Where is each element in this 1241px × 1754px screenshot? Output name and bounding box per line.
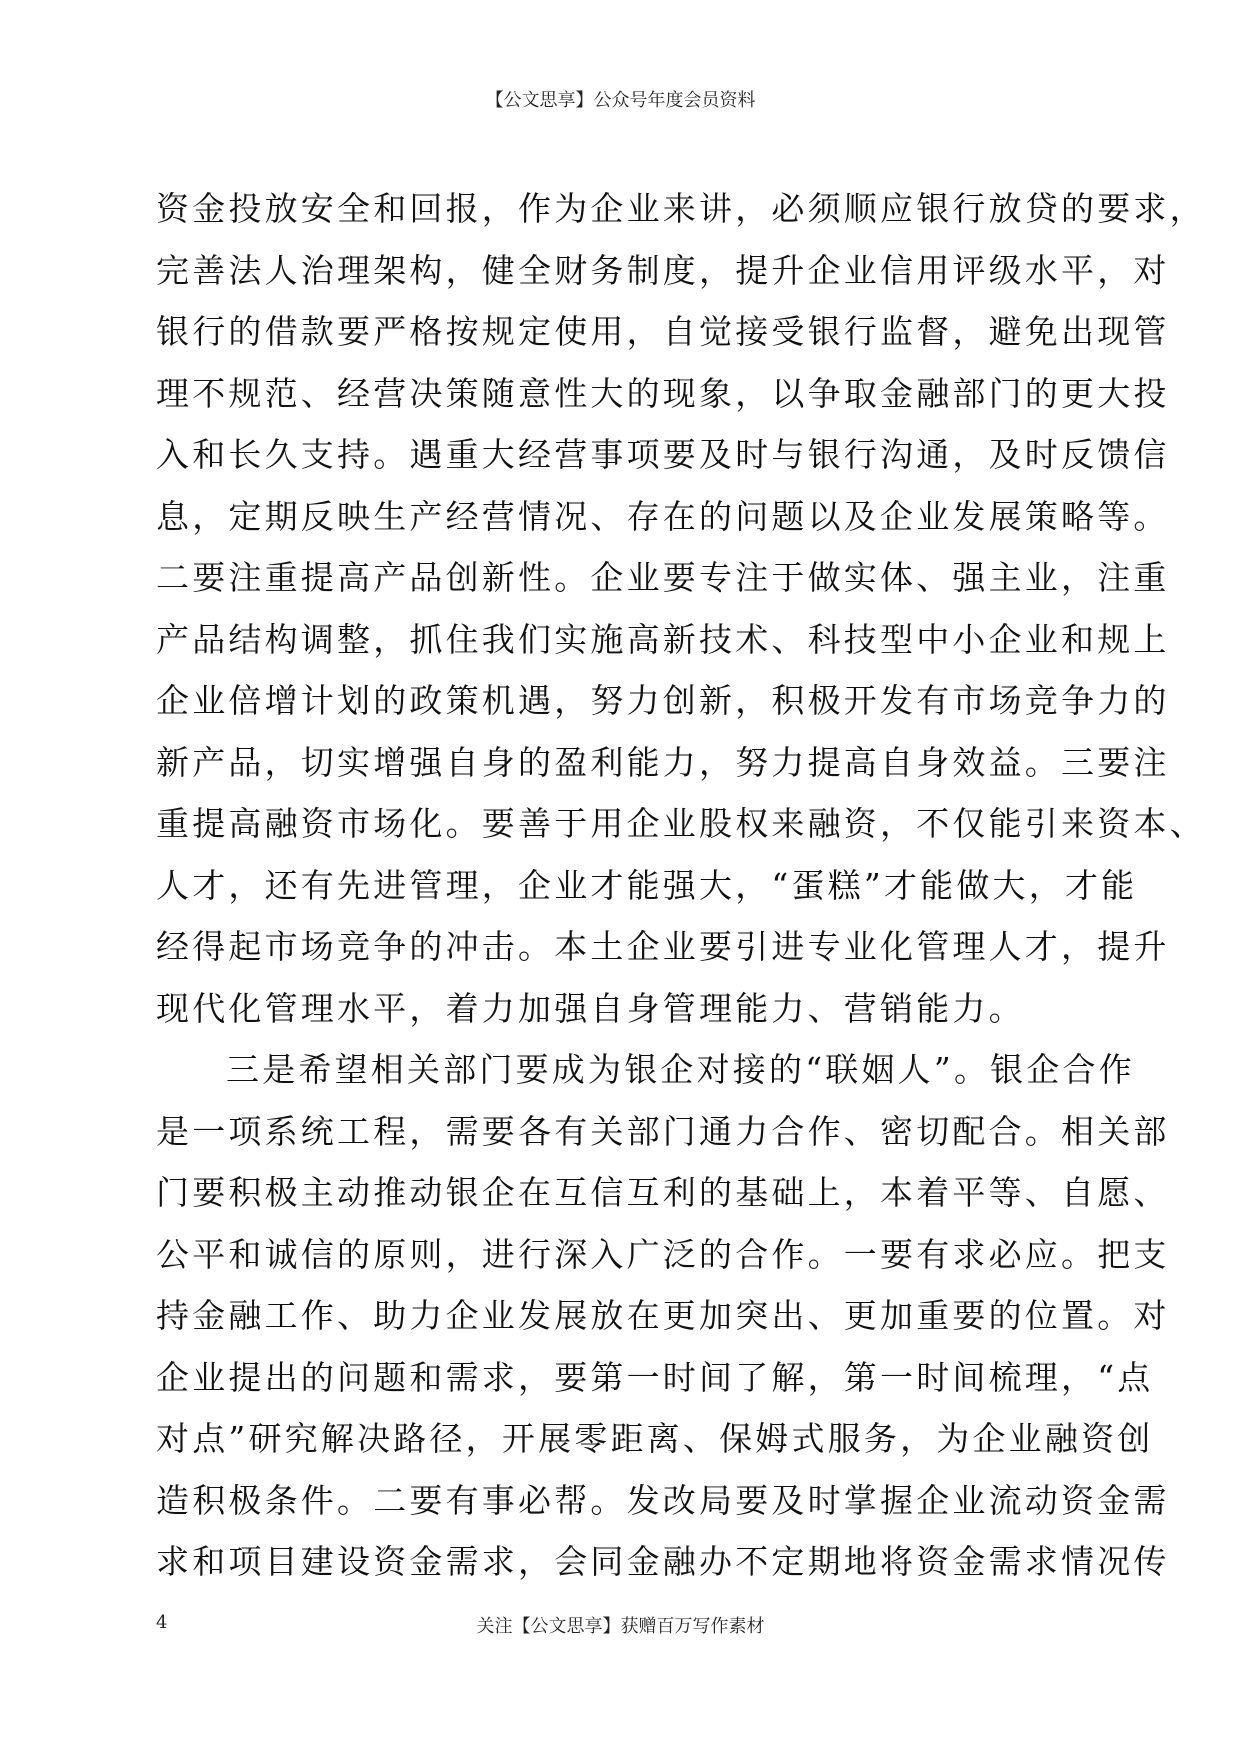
text-line: 门要积极主动推动银企在互信互利的基础上，本着平等、自愿、	[156, 1173, 1170, 1212]
text-line: 造积极条件。二要有事必帮。发改局要及时掌握企业流动资金需	[156, 1480, 1170, 1520]
text-line: 企业提出的问题和需求，要第一时间了解，第一时间梳理，“点	[156, 1357, 1154, 1397]
text-line: 人才，还有先进管理，企业才能强大，“蛋糕”才能做大，才能	[156, 865, 1138, 905]
text-line: 银行的借款要严格按规定使用，自觉接受银行监督，避免出现管	[156, 312, 1170, 351]
text-line: 公平和诚信的原则，进行深入广泛的合作。一要有求必应。把支	[156, 1234, 1170, 1274]
text-line: 资金投放安全和回报，作为企业来讲，必须顺应银行放贷的要求，	[156, 189, 1206, 228]
text-line: 持金融工作、助力企业发展放在更加突出、更加重要的位置。对	[156, 1296, 1170, 1335]
text-line: 是一项系统工程，需要各有关部门通力合作、密切配合。相关部	[156, 1111, 1170, 1151]
text-line: 二要注重提高产品创新性。企业要专注于做实体、强主业，注重	[156, 558, 1170, 597]
text-line: 求和项目建设资金需求，会同金融办不定期地将资金需求情况传	[156, 1542, 1170, 1581]
text-line: 现代化管理水平，着力加强自身管理能力、营销能力。	[156, 988, 1025, 1028]
paragraph-first-line: 三是希望相关部门要成为银企对接的“联姻人”。银企合作	[226, 1050, 1135, 1089]
text-line: 完善法人治理架构，健全财务制度，提升企业信用评级水平，对	[156, 250, 1170, 290]
page-footer: 关注【公文思享】获赠百万写作素材	[476, 1616, 765, 1637]
text-line: 理不规范、经营决策随意性大的现象，以争取金融部门的更大投	[156, 373, 1170, 413]
text-line: 经得起市场竞争的冲击。本土企业要引进专业化管理人才，提升	[156, 927, 1170, 966]
text-line: 息，定期反映生产经营情况、存在的问题以及企业发展策略等。	[156, 496, 1170, 536]
page-header: 【公文思享】公众号年度会员资料	[485, 90, 756, 111]
body-text	[156, 178, 1206, 1593]
text-line: 新产品，切实增强自身的盈利能力，努力提高自身效益。三要注	[156, 742, 1170, 782]
text-line: 产品结构调整，抓住我们实施高新技术、科技型中小企业和规上	[156, 619, 1170, 659]
text-line: 重提高融资市场化。要善于用企业股权来融资，不仅能引来资本、	[156, 804, 1206, 843]
text-line: 对点”研究解决路径，开展零距离、保姆式服务，为企业融资创	[156, 1419, 1154, 1458]
page-number: 4	[156, 1612, 168, 1633]
text-line: 企业倍增计划的政策机遇，努力创新，积极开发有市场竞争力的	[156, 681, 1170, 720]
text-line: 入和长久支持。遇重大经营事项要及时与银行沟通，及时反馈信	[156, 435, 1170, 474]
